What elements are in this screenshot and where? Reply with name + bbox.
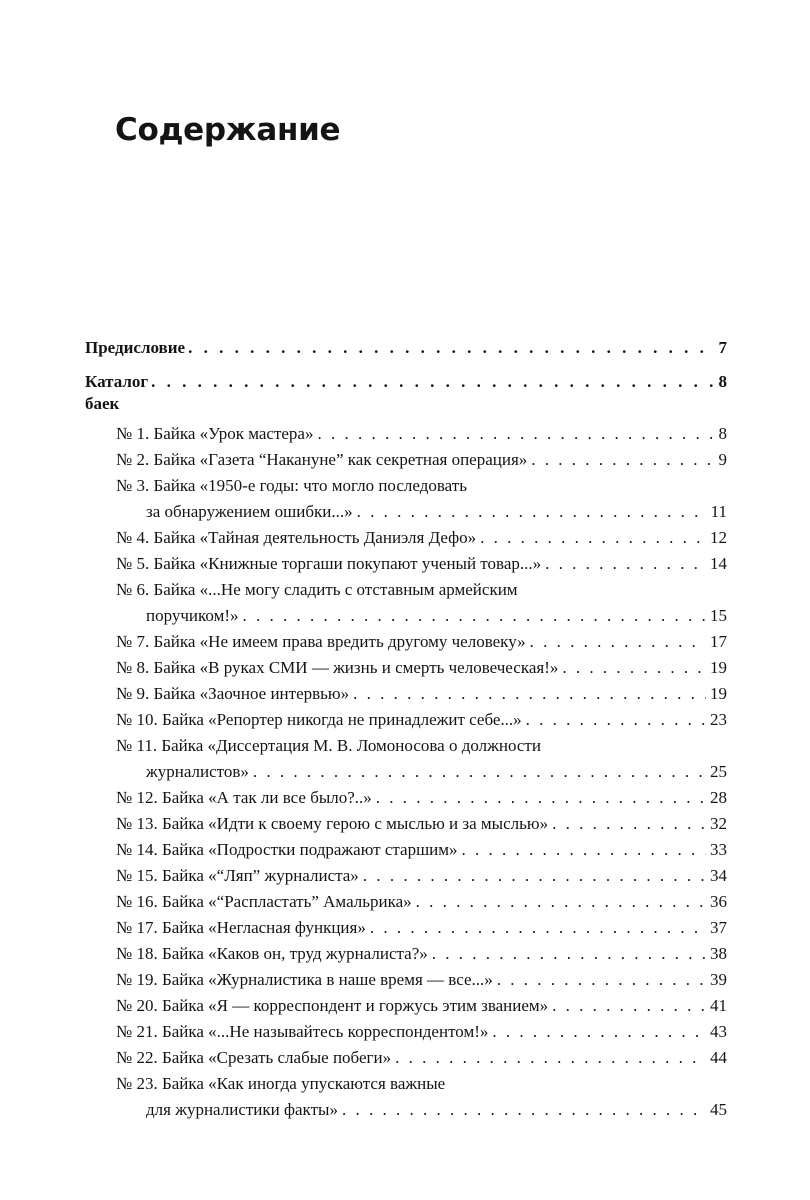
dot-leader (480, 525, 706, 551)
toc-entry-line (116, 525, 727, 551)
toc-page-number: 41 (710, 996, 727, 1015)
toc-entry (116, 707, 727, 733)
toc-entry-title: № 2. Байка «Газета “Накануне” как секретная операция» (116, 450, 528, 469)
toc-entry-title: № 9. Байка «Заочное интервью» (116, 684, 350, 703)
toc-entry-title: № 16. Байка «“Распластать” Амальрика» (116, 892, 412, 911)
dot-leader (562, 655, 706, 681)
toc-entry-title: для журналистики факты» (146, 1100, 338, 1119)
toc-entry-line (116, 1097, 727, 1123)
dot-leader (151, 371, 715, 393)
toc-page-number: 15 (710, 606, 727, 625)
toc-entry (116, 473, 727, 525)
toc-entry (116, 967, 727, 993)
toc-entry (116, 525, 727, 551)
toc-page-number: 12 (710, 528, 727, 547)
toc-entry (116, 1071, 727, 1123)
dot-leader (353, 681, 706, 707)
toc-entry-line (116, 785, 727, 811)
toc-entry-title: № 8. Байка «В руках СМИ — жизнь и смерть человеческая!» (116, 658, 559, 677)
toc-page-number: 34 (710, 866, 727, 885)
toc-entry-line (116, 655, 727, 681)
toc-entry-line (116, 967, 727, 993)
toc-entry-title: журналистов» (146, 762, 249, 781)
toc-entry-title: № 15. Байка «“Ляп” журналиста» (116, 866, 359, 885)
toc-entry-title: № 5. Байка «Книжные торгаши покупают ученый товар...» (116, 554, 542, 573)
dot-leader (552, 811, 706, 837)
toc-entry-title: № 20. Байка «Я — корреспондент и горжусь этим званием» (116, 996, 549, 1015)
toc-entry-title: № 10. Байка «Репортер никогда не принадлежит себе...» (116, 710, 522, 729)
toc-page-number: 19 (710, 684, 727, 703)
toc-page-number: 33 (710, 840, 727, 859)
toc-page-number: 14 (710, 554, 727, 573)
toc-entry-line (116, 733, 727, 759)
toc-entry-title: № 13. Байка «Идти к своему герою с мыслью и за мыслью» (116, 814, 549, 833)
toc-entry (116, 681, 727, 707)
toc-page-number: 43 (710, 1022, 727, 1041)
page-title: Содержание (115, 112, 341, 148)
toc-entry (116, 811, 727, 837)
toc-entry-line (116, 499, 727, 525)
toc-entry (116, 1045, 727, 1071)
dot-leader (432, 941, 706, 967)
toc-page-number: 39 (710, 970, 727, 989)
toc-entry-title: № 21. Байка «...Не называйтесь корреспондентом!» (116, 1022, 489, 1041)
toc-entry (116, 993, 727, 1019)
toc-entry-line (116, 889, 727, 915)
toc-page-number: 28 (710, 788, 727, 807)
toc-entry (116, 915, 727, 941)
toc-page-number: 23 (710, 710, 727, 729)
toc-page-number: 8 (718, 424, 727, 443)
toc-page-number: 38 (710, 944, 727, 963)
toc-entry (116, 421, 727, 447)
dot-leader (363, 863, 706, 889)
toc-page-number: 36 (710, 892, 727, 911)
toc-entry (116, 1019, 727, 1045)
toc-entry-line (116, 1045, 727, 1071)
toc-entry-title: № 19. Байка «Журналистика в наше время — все...» (116, 970, 493, 989)
toc-entry-line (116, 1071, 727, 1097)
toc-entry-line (116, 811, 727, 837)
dot-leader (552, 993, 706, 1019)
dot-leader (370, 915, 706, 941)
table-of-contents (85, 337, 727, 1123)
toc-entry (116, 629, 727, 655)
toc-page-number: 45 (710, 1100, 727, 1119)
dot-leader (497, 967, 706, 993)
toc-page-number: 37 (710, 918, 727, 937)
toc-entry-title: № 3. Байка «1950-е годы: что могло последовать (116, 476, 467, 495)
toc-entry-line (116, 629, 727, 655)
dot-leader (531, 447, 714, 473)
toc-entry (116, 655, 727, 681)
dot-leader (376, 785, 706, 811)
toc-entry (116, 863, 727, 889)
dot-leader (188, 337, 715, 359)
dot-leader (243, 603, 706, 629)
toc-entry-line (116, 447, 727, 473)
dot-leader (416, 889, 706, 915)
toc-entry-title: № 1. Байка «Урок мастера» (116, 424, 314, 443)
toc-entry-line (116, 421, 727, 447)
dot-leader (395, 1045, 706, 1071)
toc-section-preface (85, 337, 727, 359)
dot-leader (357, 499, 707, 525)
toc-section-title: Предисловие (85, 338, 186, 357)
toc-page-number: 7 (718, 338, 727, 357)
toc-entry-title: № 17. Байка «Негласная функция» (116, 918, 366, 937)
toc-entry (116, 837, 727, 863)
toc-entry-title: № 4. Байка «Тайная деятельность Даниэля Дефо» (116, 528, 477, 547)
toc-entry-line (116, 837, 727, 863)
toc-entry-title: № 18. Байка «Каков он, труд журналиста?» (116, 944, 428, 963)
toc-entry-title: № 12. Байка «А так ли все было?..» (116, 788, 372, 807)
toc-entry-title: за обнаружением ошибки...» (146, 502, 353, 521)
toc-section-title: Каталог баек (85, 372, 149, 413)
toc-page-number: 8 (718, 372, 727, 391)
dot-leader (342, 1097, 706, 1123)
toc-entry-line (116, 915, 727, 941)
toc-entry (116, 889, 727, 915)
toc-page-number: 17 (710, 632, 727, 651)
toc-entry-title: № 6. Байка «...Не могу сладить с отставным армейским (116, 580, 518, 599)
toc-page-number: 25 (710, 762, 727, 781)
toc-entry-title: № 23. Байка «Как иногда упускаются важные (116, 1074, 446, 1093)
toc-entry-line (116, 707, 727, 733)
toc-entry-line (116, 473, 727, 499)
toc-entry (116, 577, 727, 629)
dot-leader (526, 707, 706, 733)
toc-page-number: 9 (718, 450, 727, 469)
toc-page-number: 19 (710, 658, 727, 677)
toc-entry (116, 551, 727, 577)
dot-leader (530, 629, 706, 655)
toc-entries (85, 421, 727, 1123)
toc-page-number: 44 (710, 1048, 727, 1067)
toc-entry-title: № 11. Байка «Диссертация М. В. Ломоносова о должности (116, 736, 541, 755)
toc-entry-title: № 14. Байка «Подростки подражают старшим» (116, 840, 458, 859)
toc-entry (116, 941, 727, 967)
toc-entry-line (116, 603, 727, 629)
toc-entry (116, 447, 727, 473)
toc-entry-title: № 7. Байка «Не имеем права вредить другому человеку» (116, 632, 526, 651)
toc-entry (116, 733, 727, 785)
dot-leader (492, 1019, 706, 1045)
toc-entry-line (116, 863, 727, 889)
dot-leader (253, 759, 706, 785)
dot-leader (317, 421, 714, 447)
toc-entry-line (116, 551, 727, 577)
toc-entry-line (116, 681, 727, 707)
toc-entry-line (116, 759, 727, 785)
dot-leader (545, 551, 706, 577)
toc-page-number: 11 (710, 502, 727, 521)
toc-entry-title: поручиком!» (146, 606, 239, 625)
toc-entry-line (116, 993, 727, 1019)
toc-section-catalog (85, 371, 727, 415)
toc-entry (116, 785, 727, 811)
toc-entry-line (116, 1019, 727, 1045)
toc-entry-line (116, 941, 727, 967)
toc-entry-title: № 22. Байка «Срезать слабые побеги» (116, 1048, 392, 1067)
toc-entry-line (116, 577, 727, 603)
dot-leader (462, 837, 706, 863)
toc-page-number: 32 (710, 814, 727, 833)
